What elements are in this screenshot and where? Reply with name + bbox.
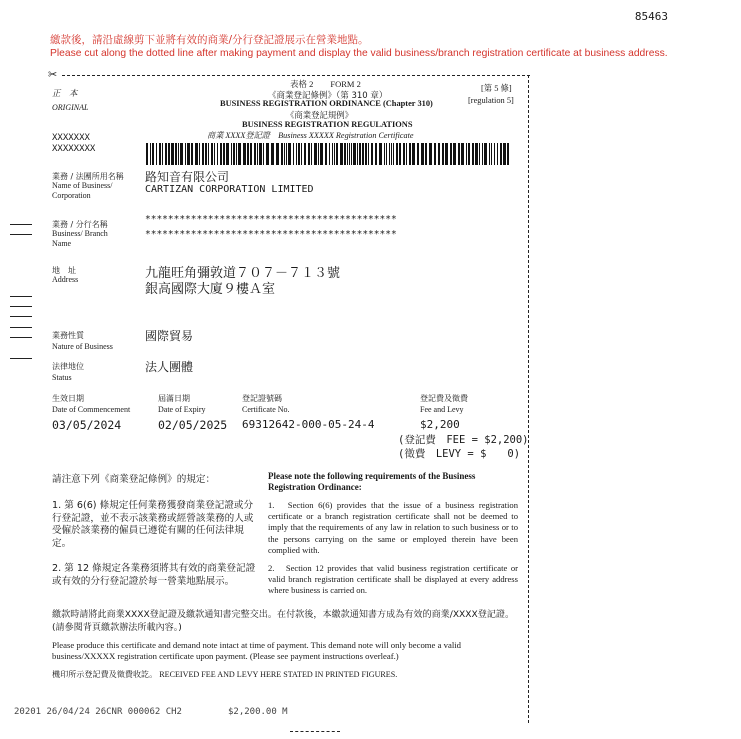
cut-line-right [528,75,529,723]
document-number: 85463 [634,10,668,23]
address-label-zh: 地 址 [52,266,76,275]
payment-stamp-amount: $2,200.00 M [228,707,288,717]
requirements-heading-en: Please note the following requirements of the Business Registration Ordinance: [268,471,476,492]
levy-amount: (徵費 LEVY = $ 0) [398,448,521,460]
status-value: 法人團體 [145,360,194,374]
expiry-label-en: Date of Expiry [158,405,206,414]
commencement-label-zh: 生效日期 [52,394,84,403]
address-label-en: Address [52,275,79,284]
fee-total: $2,200 [420,418,460,431]
regulations-title-zh: 《商業登記規例》 [286,110,353,120]
registration-mark [10,337,32,338]
status-label-zh: 法律地位 [52,362,84,371]
cut-line-top [62,75,530,76]
registration-mark [10,327,32,328]
ordinance-title-zh: 《商業登記條例》（第 310 章） [268,91,388,101]
business-name-en: CARTIZAN CORPORATION LIMITED [145,184,314,195]
branch-name-2: ******************************************** [145,229,397,240]
registration-mark [10,306,32,307]
fee-label-zh: 登記費及徵費 [420,394,468,403]
fee-amount: (登記費 FEE = $2,200) [398,434,529,446]
requirement-1-en: 1. Section 6(6) provides that the issue of a business registration certificate or a branch registration certificate shall not be deemed to imply that the requirements of any law in relation to such business or to the persons carrying on the same or employed therein have been complied with. [268,500,518,555]
address-line-2: 銀高國際大廈９樓Ａ室 [145,282,276,297]
payment-instruction-en: Please produce this certificate and demand note intact at time of payment. This demand note will only become a valid business/XXXXX registration certificate upon payment. (Please see payment instructions overleaf.) [52,640,461,662]
cut-notice-en: Please cut along the dotted line after making payment and display the valid business/branch registration certificate at business address. [50,48,668,59]
cert-no-label-en: Certificate No. [242,405,290,414]
name-label-en: Name of Business/ Corporation [52,181,113,200]
status-label-en: Status [52,373,72,382]
nature-value: 國際貿易 [145,329,194,343]
requirement-1-zh: 1. 第 6(6) 條規定任何業務獲發商業登記證或分行登記證，並不表示該業務或經營該業務的人或受僱於該業務的僱員已遵從有關的任何法律規定。 [52,500,254,549]
branch-label-en: Business/ Branch Name [52,229,108,248]
payment-instruction-zh: 繳款時請將此商業XXXX登記證及繳款通知書完整交出。在付款後，本繳款通知書方成為有效的商業/XXXX登記證。(請參閱背頁繳款辦法所載內容。) [52,610,515,633]
commencement-label-en: Date of Commencement [52,405,131,414]
registration-mark [10,234,32,235]
expiry-label-zh: 屆滿日期 [158,394,190,403]
fee-label-en: Fee and Levy [420,405,464,414]
cut-notice-zh: 繳款後，請沿虛線剪下並將有效的商業/分行登記證展示在營業地點。 [50,34,369,46]
requirement-2-zh: 2. 第 12 條規定各業務須將其有效的商業登記證或有效的分行登記證於每一營業地點展示。 [52,563,256,587]
name-label-zh: 業務 / 法團所用名稱 [52,172,124,181]
original-label-en: ORIGINAL [52,103,89,112]
requirements-heading-zh: 請注意下列《商業登記條例》的規定： [52,474,216,485]
barcode [146,143,512,165]
certificate-title: 商業 XXXX登記證 Business XXXXX Registration Certificate [207,131,414,140]
business-name-zh: 路知音有限公司 [145,170,230,184]
regulation-ref-en: [regulation 5] [468,96,514,105]
commencement-date: 03/05/2024 [52,418,122,432]
scissors-icon: ✂ [48,69,58,81]
payment-stamp: 20201 26/04/24 26CNR 000062 CH2 [14,707,182,717]
form-number: 表格 2 FORM 2 [290,79,361,89]
requirement-2-en: 2. Section 12 provides that valid business registration certificate or valid branch registration certificate shall be displayed at every address where business is carried on. [268,563,518,596]
masked-id-2: XXXXXXXX [52,144,96,154]
registration-mark [10,358,32,359]
registration-mark [10,296,32,297]
expiry-date: 02/05/2025 [158,418,228,432]
registration-mark [10,224,32,225]
regulation-ref-zh: [第 5 條] [481,84,512,93]
nature-label-en: Nature of Business [52,342,113,351]
original-label-zh: 正 本 [52,89,78,99]
address-line-1: 九龍旺角彌敦道７０７－７１３號 [145,266,341,281]
ordinance-title-en: BUSINESS REGISTRATION ORDINANCE (Chapter 310) [220,99,433,108]
masked-id-1: XXXXXXX [52,133,90,143]
cert-no-label-zh: 登記證號碼 [242,394,282,403]
receipt-note: 機印所示登記費及徵費收訖。 RECEIVED FEE AND LEVY HERE STATED IN PRINTED FIGURES. [52,670,398,679]
nature-label-zh: 業務性質 [52,331,84,340]
certificate-number: 69312642-000-05-24-4 [242,418,375,431]
regulations-title-en: BUSINESS REGISTRATION REGULATIONS [242,120,413,129]
branch-name-1: ******************************************** [145,214,397,225]
registration-mark [10,316,32,317]
cut-line-bottom [290,731,340,732]
branch-label-zh: 業務 / 分行名稱 [52,220,108,229]
